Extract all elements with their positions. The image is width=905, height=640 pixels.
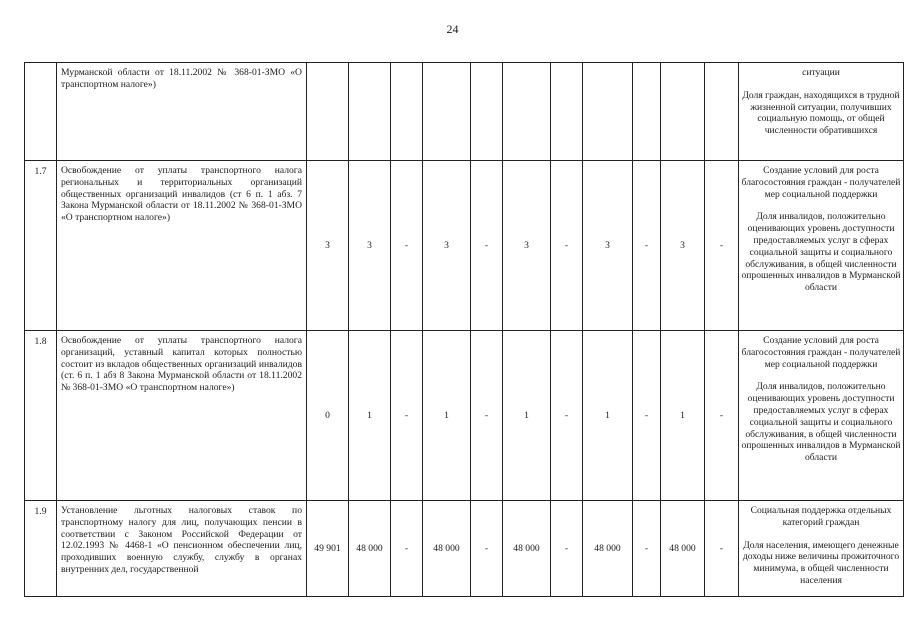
- value-cell: 1: [583, 331, 633, 501]
- value-cell: 49 901: [307, 501, 349, 597]
- indicator-metric: Доля инвалидов, положительно оценивающих уровень доступности предоставляемых услуг в сферах социальной защиты и социального обслуживания, в общей численности опрошенных инвалидов в Мурманской области: [741, 381, 901, 464]
- value-cell: 3: [503, 161, 551, 331]
- indicator-metric: Доля граждан, находящихся в трудной жизненной ситуации, получивших социальную помощь, от общей численности обратившихся: [742, 89, 900, 137]
- row-description: Освобождение от уплаты транспортного налога организаций, уставный капитал которых полностью состоит из вкладов общественных организаций инвалидов (ст. 6 п. 1 абз 8 Закона Мурманской области от 18.11.2002 № 368-01-ЗМО «О транспортном налоге»): [57, 331, 307, 501]
- value-cell: 3: [583, 161, 633, 331]
- value-cell: -: [705, 161, 739, 331]
- indicator-cell: [739, 331, 904, 501]
- indicator-goal: ситуации: [802, 67, 840, 78]
- value-cell: [583, 63, 633, 161]
- value-cell: [307, 63, 349, 161]
- row-description: Мурманской области от 18.11.2002 № 368-01-ЗМО «О транспортном налоге»): [57, 63, 307, 161]
- value-cell: [551, 63, 583, 161]
- value-cell: 48 000: [583, 501, 633, 597]
- row-number: [25, 63, 57, 161]
- value-cell: 48 000: [661, 501, 705, 597]
- value-cell: [391, 63, 423, 161]
- value-cell: 3: [349, 161, 391, 331]
- indicator-goal: Социальная поддержка отдельных категорий граждан: [750, 505, 892, 528]
- value-cell: -: [391, 501, 423, 597]
- value-cell: -: [551, 331, 583, 501]
- table-row: [25, 63, 904, 161]
- value-cell: [471, 63, 503, 161]
- page-number: 24: [446, 22, 459, 36]
- table-row: [25, 161, 904, 331]
- tax-benefits-table: [24, 62, 904, 597]
- value-cell: [423, 63, 471, 161]
- value-cell: -: [551, 501, 583, 597]
- row-number: 1.9: [25, 501, 57, 597]
- row-number: 1.7: [25, 161, 57, 331]
- value-cell: 3: [661, 161, 705, 331]
- value-cell: [661, 63, 705, 161]
- value-cell: 1: [349, 331, 391, 501]
- value-cell: -: [471, 501, 503, 597]
- value-cell: -: [551, 161, 583, 331]
- table-row: [25, 331, 904, 501]
- value-cell: 48 000: [349, 501, 391, 597]
- indicator-cell: [739, 161, 904, 331]
- row-description: Освобождение от уплаты транспортного налога региональных и территориальных организаций общественных организаций инвалидов (ст 6 п. 1 абз. 7 Закона Мурманской области от 18.11.2002 № 368-01-ЗМО «О транспортном налоге»): [57, 161, 307, 331]
- indicator-cell: [739, 501, 904, 597]
- indicator-metric: Доля инвалидов, положительно оценивающих уровень доступности предоставляемых услуг в сферах социальной защиты и социального обслуживания, в общей численности опрошенных инвалидов в Мурманской области: [741, 211, 901, 294]
- value-cell: 3: [423, 161, 471, 331]
- value-cell: -: [391, 331, 423, 501]
- table-row: [25, 501, 904, 597]
- value-cell: 1: [423, 331, 471, 501]
- value-cell: 1: [503, 331, 551, 501]
- value-cell: 1: [661, 331, 705, 501]
- value-cell: -: [471, 161, 503, 331]
- indicator-goal: Создание условий для роста благосостояния граждан - получателей мер социальной поддержки: [741, 165, 901, 200]
- value-cell: -: [705, 501, 739, 597]
- value-cell: -: [633, 501, 661, 597]
- value-cell: 0: [307, 331, 349, 501]
- value-cell: 48 000: [503, 501, 551, 597]
- value-cell: -: [633, 161, 661, 331]
- value-cell: [503, 63, 551, 161]
- indicator-metric: Доля населения, имеющего денежные доходы ниже величины прожиточного минимума, в общей численности населения: [742, 539, 900, 586]
- row-description: Установление льготных налоговых ставок по транспортному налогу для лиц, получающих пенсии в соответствии с Законом Российской Федерации от 12.02.1993 № 4468-1 «О пенсионном обеспечении лиц, проходивших военную службу, службу в органах внутренних дел, государственной: [57, 501, 307, 597]
- value-cell: -: [633, 331, 661, 501]
- value-cell: -: [471, 331, 503, 501]
- value-cell: [705, 63, 739, 161]
- value-cell: 3: [307, 161, 349, 331]
- value-cell: -: [391, 161, 423, 331]
- row-number: 1.8: [25, 331, 57, 501]
- indicator-cell: [739, 63, 904, 161]
- indicator-goal: Создание условий для роста благосостояния граждан - получателей мер социальной поддержки: [741, 335, 901, 370]
- value-cell: [349, 63, 391, 161]
- value-cell: -: [705, 331, 739, 501]
- value-cell: [633, 63, 661, 161]
- value-cell: 48 000: [423, 501, 471, 597]
